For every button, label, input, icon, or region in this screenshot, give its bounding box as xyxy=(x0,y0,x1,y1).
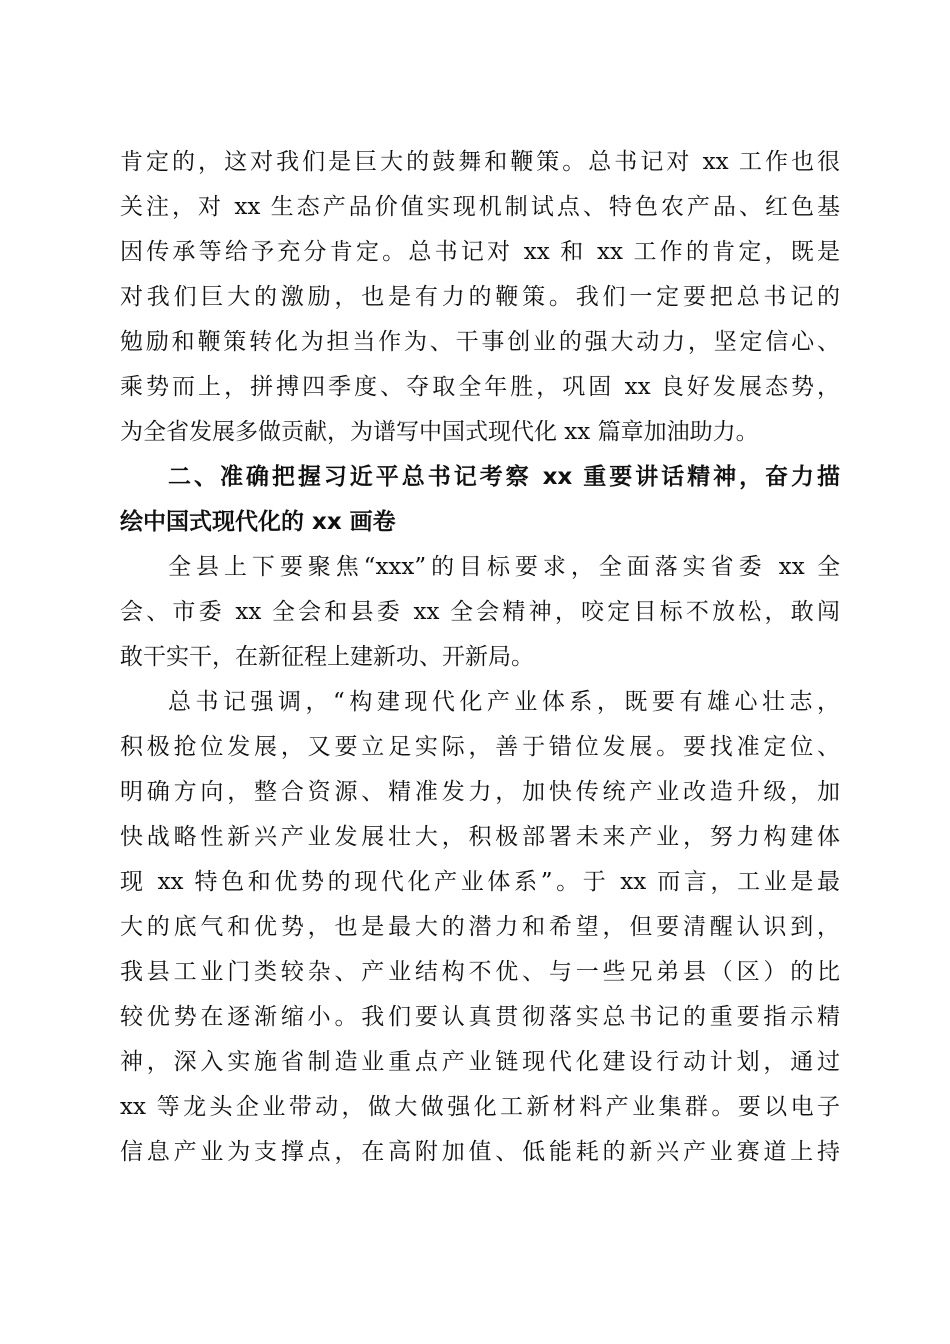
body-text-line: 现 xx 特色和优势的现代化产业体系”。于 xx 而言，工业是最 xyxy=(120,869,840,895)
body-text-line: 较优势在逐渐缩小。我们要认真贯彻落实总书记的重要指示精 xyxy=(120,1004,840,1030)
body-text-line: 信息产业为支撑点，在高附加值、低能耗的新兴产业赛道上持 xyxy=(120,1139,840,1165)
body-text-line: 为全省发展多做贡献，为谱写中国式现代化 xx 篇章加油助力。 xyxy=(120,419,759,445)
body-text-line: 对我们巨大的激励，也是有力的鞭策。我们一定要把总书记的 xyxy=(120,284,840,310)
body-text-line: 肯定的，这对我们是巨大的鼓舞和鞭策。总书记对 xx 工作也很 xyxy=(120,149,840,175)
section-heading-continuation: 绘中国式现代化的 xx 画卷 xyxy=(120,509,396,535)
body-text-line: 敢干实干，在新征程上建新功、开新局。 xyxy=(120,644,534,670)
body-text-line: 乘势而上，拼搏四季度、夺取全年胜，巩固 xx 良好发展态势， xyxy=(120,374,840,400)
body-text-line: 勉励和鞭策转化为担当作为、干事创业的强大动力，坚定信心、 xyxy=(120,329,840,355)
paragraph-first-line: 全县上下要聚焦“xxx”的目标要求，全面落实省委 xx 全 xyxy=(168,554,840,580)
body-text-line: 因传承等给予充分肯定。总书记对 xx 和 xx 工作的肯定，既是 xyxy=(120,239,840,265)
body-text-line: 神，深入实施省制造业重点产业链现代化建设行动计划，通过 xyxy=(120,1049,840,1075)
body-text-line: 明确方向，整合资源、精准发力，加快传统产业改造升级，加 xyxy=(120,779,840,805)
section-heading: 二、准确把握习近平总书记考察 xx 重要讲话精神，奋力描 xyxy=(168,464,840,490)
paragraph-first-line: 总书记强调，“构建现代化产业体系，既要有雄心壮志， xyxy=(168,689,840,715)
body-text-line: 积极抢位发展，又要立足实际，善于错位发展。要找准定位、 xyxy=(120,734,840,760)
body-text-line: 大的底气和优势，也是最大的潜力和希望，但要清醒认识到， xyxy=(120,914,840,940)
body-text-line: 会、市委 xx 全会和县委 xx 全会精神，咬定目标不放松，敢闯 xyxy=(120,599,840,625)
body-text-line: 我县工业门类较杂、产业结构不优、与一些兄弟县（区）的比 xyxy=(120,959,840,985)
body-text-line: 快战略性新兴产业发展壮大，积极部署未来产业，努力构建体 xyxy=(120,824,840,850)
body-text-line: xx 等龙头企业带动，做大做强化工新材料产业集群。要以电子 xyxy=(120,1094,840,1120)
body-text-line: 关注，对 xx 生态产品价值实现机制试点、特色农产品、红色基 xyxy=(120,194,840,220)
